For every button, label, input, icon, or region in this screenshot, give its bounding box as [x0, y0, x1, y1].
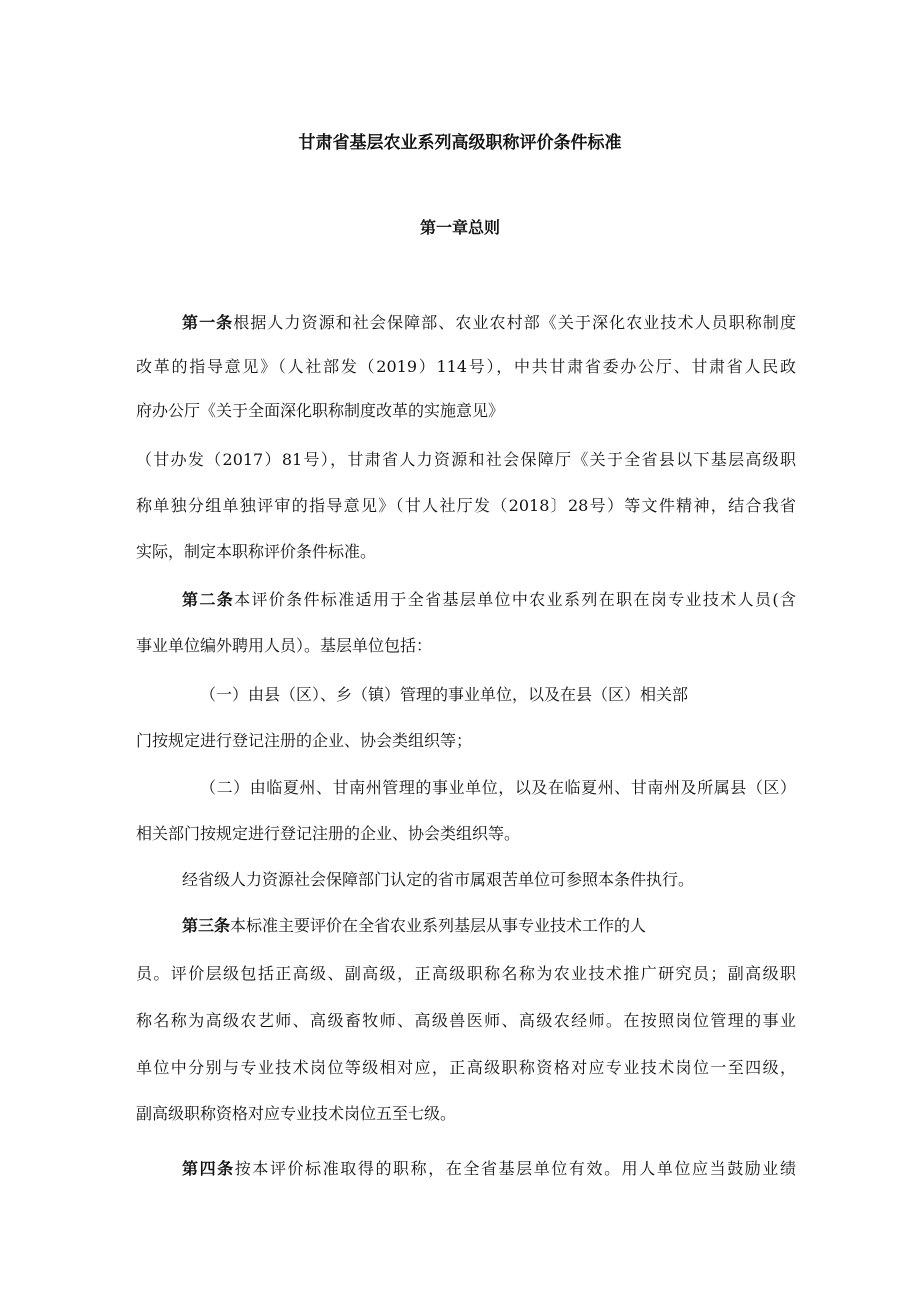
article-1-line — [182, 311, 796, 335]
article-2-item-1-line: （一）由县（区）、乡（镇）管理的事业单位，以及在县（区）相关部 — [200, 685, 689, 704]
article-3-line: 副高级职称资格对应专业技术岗位五至七级。 — [136, 1104, 457, 1123]
article-1-line: 实际，制定本职称评价条件标准。 — [136, 542, 377, 561]
article-3-line: 员。评价层级包括正高级、副高级，正高级职称名称为农业技术推广研究员；副高级职 — [136, 964, 796, 983]
article-1-line: 府办公厅《关于全面深化职称制度改革的实施意见》 — [136, 401, 505, 420]
chapter-heading: 第一章总则 — [419, 218, 500, 237]
article-2-label: 第二条 — [182, 590, 235, 609]
article-4-label: 第四条 — [182, 1159, 235, 1178]
article-4-text: 按本评价标准取得的职称，在全省基层单位有效。用人单位应当鼓励业绩 — [234, 1159, 796, 1178]
article-1-line: （甘办发（2017）81号），甘肃省人力资源和社会保障厅《关于全省县以下基层高级职 — [136, 450, 796, 469]
article-2-line — [182, 588, 796, 612]
article-2-note: 经省级人力资源社会保障部门认定的省市属艰苦单位可参照本条件执行。 — [182, 870, 695, 889]
article-2-item-2-line: 相关部门按规定进行登记注册的企业、协会类组织等。 — [136, 824, 521, 843]
article-1-line: 改革的指导意见》（人社部发（2019）114号），中共甘肃省委办公厅、甘肃省人民政 — [136, 357, 796, 376]
article-3-label: 第三条 — [182, 916, 231, 935]
article-3-line: 称名称为高级农艺师、高级畜牧师、高级兽医师、高级农经师。在按照岗位管理的事业 — [136, 1011, 796, 1030]
article-2-item-1-line: 门按规定进行登记注册的企业、协会类组织等； — [136, 731, 473, 750]
article-2-item-2-line: （二）由临夏州、甘南州管理的事业单位，以及在临夏州、甘南州及所属县（区） — [200, 778, 796, 797]
article-1-text: 根据人力资源和社会保障部、农业农村部《关于深化农业技术人员职称制度 — [233, 313, 796, 332]
article-2-text: 本评价条件标准适用于全省基层单位中农业系列在职在岗专业技术人员(含 — [234, 590, 796, 609]
article-3-line: 单位中分别与专业技术岗位等级相对应，正高级职称资格对应专业技术岗位一至四级， — [136, 1058, 796, 1077]
article-3-text: 本标准主要评价在全省农业系列基层从事专业技术工作的人 — [230, 916, 647, 935]
article-4-line — [182, 1157, 796, 1181]
article-3-line — [182, 914, 796, 938]
article-1-line: 称单独分组单独评审的指导意见》（甘人社厅发（2018〕28号）等文件精神，结合我省 — [136, 496, 796, 515]
article-1-label: 第一条 — [182, 313, 234, 332]
article-2-line: 事业单位编外聘用人员）。基层单位包括： — [136, 636, 433, 655]
document-title: 甘肃省基层农业系列高级职称评价条件标准 — [298, 133, 622, 153]
